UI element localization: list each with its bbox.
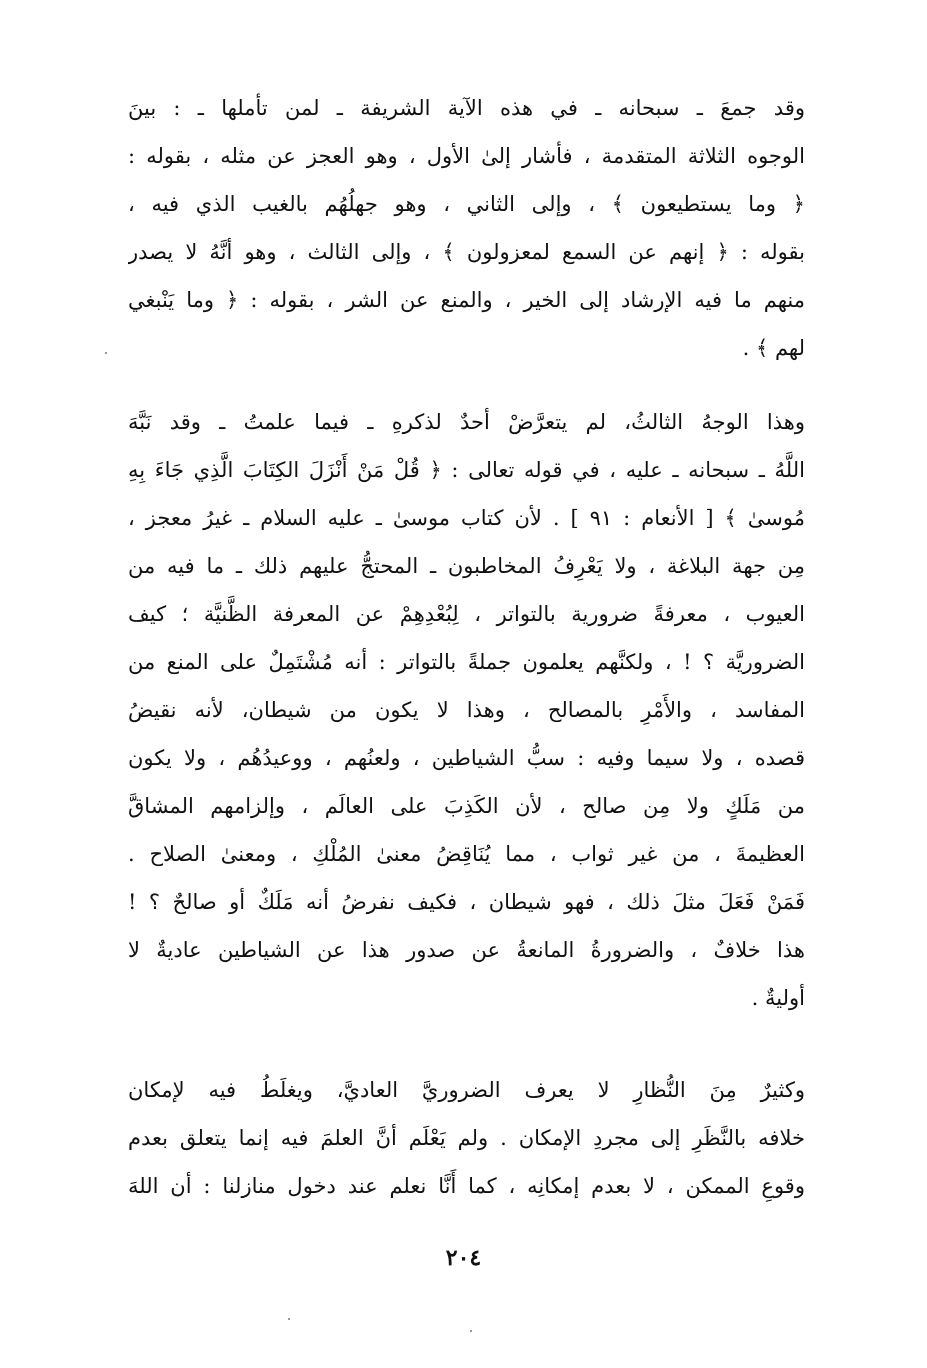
text-line: قصده ، ولا سيما وفيه : سبُّ الشياطين ، ولعنُهم ، ووعيدُهُم ، ولا يكون: [128, 746, 805, 770]
text-line: لهم ﴾ .: [742, 336, 805, 360]
text-line: اللَّهُ ـ سبحانه ـ عليه ، في قوله تعالى : ﴿ قُلْ مَنْ أَنْزَلَ الكِتَابَ الَّذِي جَاءَ بِهِ: [128, 458, 805, 482]
page-number: ٢٠٤: [445, 1245, 482, 1271]
paragraph-1: [128, 84, 805, 372]
text-line: وقد جمعَ ـ سبحانه ـ في هذه الآية الشريفة ـ لمن تأملها ـ : بينَ: [128, 96, 805, 120]
text-line: مِن جهة البلاغة ، ولا يَعْرِفُ المخاطبون ـ المحتجُّ عليهم ذلك ـ ما فيه من: [128, 554, 805, 578]
scan-speck: [105, 352, 107, 354]
text-line: منهم ما فيه الإرشاد إلى الخير ، والمنع عن الشر ، بقوله : ﴿ وما يَنْبغي: [128, 288, 805, 312]
text-line: ﴿ وما يستطيعون ﴾ ، وإلى الثاني ، وهو جهلُهُم بالغيب الذي فيه ،: [128, 192, 805, 216]
paragraph-2: [128, 398, 805, 1022]
text-line: خلافه بالنَّظَرِ إلى مجردِ الإمكان . ولم يَعْلَم أنَّ العلمَ فيه إنما يتعلق بعدم: [128, 1126, 805, 1150]
text-line: فَمَنْ فَعَلَ مثلَ ذلك ، فهو شيطان ، فكيف نفرضُ أنه مَلَكٌ أو صالحٌ ؟ !: [128, 890, 805, 914]
scan-speck: [288, 1318, 290, 1320]
text-line: بقوله : ﴿ إنهم عن السمع لمعزولون ﴾ ، وإلى الثالث ، وهو أنَّهُ لا يصدر: [128, 240, 805, 264]
text-line: من مَلَكٍ ولا مِن صالح ، لأن الكَذِبَ على العالَم ، وإلزامهم المشاقَّ: [128, 794, 805, 818]
text-line: وهذا الوجهُ الثالثُ، لم يتعرَّضْ أحدٌ لذكرهِ ـ فيما علمتُ ـ وقد نَبَّهَ: [128, 410, 805, 434]
text-line: الوجوه الثلاثة المتقدمة ، فأشار إلىٰ الأول ، وهو العجز عن مثله ، بقوله :: [128, 144, 805, 168]
text-line: وقوعِ الممكن ، لا بعدم إمكانِه ، كما أَنَّا نعلم عند دخول منازلنا : أن اللهَ: [128, 1174, 805, 1198]
text-line: الضروريَّة ؟ ! ، ولكنَّهم يعلمون جملةً بالتواتر : أنه مُشْتَمِلٌ على المنع من: [128, 650, 805, 674]
text-line: مُوسىٰ ﴾ [ الأنعام : ٩١ ] . لأن كتاب موسىٰ ـ عليه السلام ـ غيرُ معجز ،: [128, 506, 805, 530]
text-line: أوليةٌ .: [751, 986, 805, 1010]
text-line: المفاسد ، والأَمْرِ بالمصالح ، وهذا لا يكون من شيطان، لأنه نقيضُ: [128, 698, 805, 722]
text-line: العيوب ، معرفةً ضرورية بالتواتر ، لِبُعْدِهِمْ عن المعرفة الظَّنيَّة ؛ كيف: [128, 602, 805, 626]
scan-speck: [470, 1330, 472, 1332]
text-line: وكثيرٌ مِنَ النُّظارِ لا يعرف الضروريَّ العاديَّ، ويغلَطُ فيه لإمكان: [128, 1078, 805, 1102]
text-line: العظيمةَ ، من غير ثواب ، مما يُنَاقِضُ معنىٰ المُلْكِ ، ومعنىٰ الصلاح .: [128, 842, 805, 866]
text-line: هذا خلافٌ ، والضرورةُ المانعةُ عن صدور هذا عن الشياطين عاديةٌ لا: [128, 938, 805, 962]
paragraph-3: [128, 1066, 805, 1210]
